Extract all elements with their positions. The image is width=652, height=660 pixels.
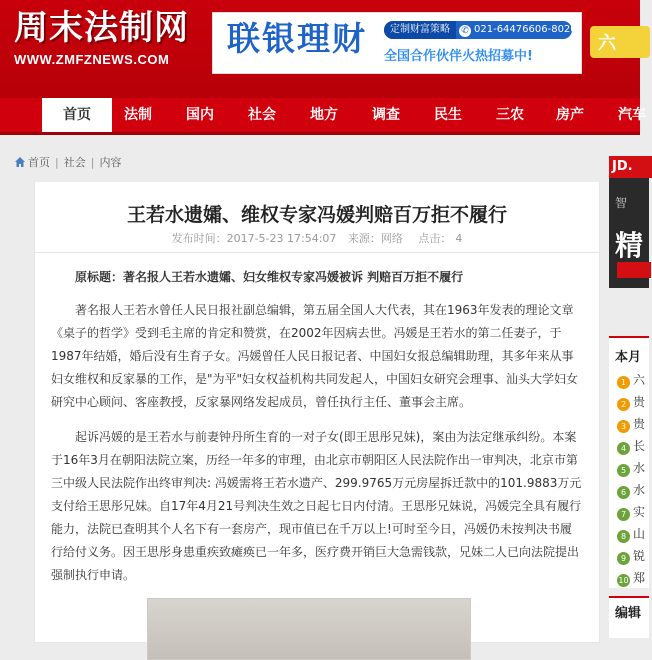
ranking-item[interactable] (609, 481, 649, 503)
banner-tag: 定制财富策略 (384, 21, 456, 39)
nav-law[interactable]: 法制 (124, 107, 152, 123)
breadcrumb-section[interactable]: 社会 (63, 156, 86, 169)
banner-phone: 021-64476606-8020 (474, 24, 577, 35)
ranking-item[interactable] (609, 393, 649, 415)
rank-text: 实 (633, 505, 646, 519)
ad-banner-secondary[interactable] (590, 26, 650, 58)
home-icon (14, 156, 26, 168)
rank-number: 10 (618, 576, 629, 585)
ranking-item[interactable] (609, 525, 649, 547)
ranking-item[interactable] (609, 437, 649, 459)
article-paragraph: 起诉冯媛的是王若水与前妻钟丹所生育的一对子女(即王思彤兄妹)，案由为法定继承纠纷。本案于16年3月在朝阳法院立案，历经一年多的审理，由北京市朝阳区人民法院作出一审判决，北京市第三中级人民法院作出终审判决: 冯媛需将王若水遗产、299.9765万元房屋拆迁款中的101.9883万元支付给王思彤兄妹。自17年4月21号判决生效之日起七日内付清。王思彤兄妹说，冯媛完全具有履行能力，法院已查明其个人名下有一套房产，现市值已在千万以上!可时至今日，冯媛仍未按判决书履行给付义务。因王思彤身患重疾致瘫痪已一年多，医疗费开销巨大急需钱款，兄妹二人已向法院提出强制执行申请。 (51, 430, 582, 582)
ranking-item[interactable] (609, 547, 649, 569)
ad-brand: JD. (609, 156, 652, 178)
article-lead: 原标题：著名报人王若水遗孀、妇女维权专家冯媛被诉 判赔百万拒不履行 (75, 270, 464, 284)
article-source: 来源：网络 (347, 232, 403, 245)
hits-count (414, 232, 462, 245)
ranking-title: 本月 (615, 350, 642, 365)
ranking-item[interactable] (609, 569, 649, 591)
main-nav (0, 98, 646, 135)
breadcrumb (14, 155, 121, 171)
ad-big-text: 精 (615, 229, 644, 262)
nav-society[interactable]: 社会 (248, 107, 276, 123)
rank-text: 锐 (633, 549, 646, 563)
rank-number: 9 (617, 552, 630, 565)
sidebar-ranking (609, 336, 649, 588)
rank-text: 水 (633, 483, 646, 497)
rank-number: 1 (617, 376, 630, 389)
nav-agriculture[interactable]: 三农 (496, 107, 524, 123)
ad-small-text: 智 (615, 196, 628, 210)
logo-url: WWW.ZMFZNEWS.COM (14, 52, 170, 67)
publish-time: 发布时间：2017-5-23 17:54:07 (171, 232, 337, 245)
banner-pill (384, 21, 577, 39)
article-meta (35, 230, 599, 246)
nav-investigation[interactable]: 调查 (372, 107, 400, 123)
article-paragraph: 著名报人王若水曾任人民日报社副总编辑，第五届全国人大代表，其在1963年发表的理论文章《桌子的哲学》受到毛主席的肯定和赞赏，在2002年因病去世。冯媛是王若水的第二任妻子，于1987年结婚，婚后没有生育子女。冯媛曾任人民日报记者、中国妇女报总编辑助理，其多年来从事妇女维权和反家暴的工作，是"为平"妇女权益机构共同发起人，中国妇女研究会理事、汕头大学妇女研究中心顾问、客座教授，反家暴网络发起成员，曾任执行主任、董事会主席。 (51, 303, 579, 409)
ranking-item[interactable] (609, 371, 649, 393)
rank-number: 7 (617, 508, 630, 521)
nav-local[interactable]: 地方 (310, 107, 338, 123)
article-body (51, 266, 583, 599)
rank-text: 长 (633, 439, 646, 453)
hits-value: 4 (455, 232, 463, 245)
nav-home[interactable]: 首页 (42, 98, 112, 132)
nav-domestic[interactable]: 国内 (186, 107, 214, 123)
nav-livelihood[interactable]: 民生 (434, 107, 462, 123)
breadcrumb-sep: | (55, 156, 59, 169)
nav-property[interactable]: 房产 (556, 107, 584, 123)
banner-title: 联银理财 (227, 19, 367, 58)
sidebar-ad[interactable] (609, 156, 649, 288)
rank-number: 6 (617, 486, 630, 499)
ranking-item[interactable] (609, 415, 649, 437)
banner-subtitle: 全国合作伙伴火热招募中! (384, 49, 533, 64)
ranking-item[interactable] (609, 503, 649, 525)
hits-label: 点击： (418, 232, 452, 245)
article-container (34, 182, 600, 643)
banner2-text: 六 (598, 33, 616, 54)
ranking-item[interactable] (609, 459, 649, 481)
article-title: 王若水遗孀、维权专家冯媛判赔百万拒不履行 (126, 204, 507, 226)
rank-text: 贵 (633, 395, 646, 409)
rank-text: 六 (633, 373, 646, 387)
rank-number: 3 (617, 420, 630, 433)
rank-text: 水 (633, 461, 646, 475)
ad-tag (617, 262, 651, 278)
rank-number: 8 (617, 530, 630, 543)
editor-title: 编辑 (615, 606, 642, 621)
breadcrumb-sep: | (90, 156, 95, 169)
nav-auto[interactable]: 汽车 (618, 107, 646, 123)
rank-number: 2 (617, 398, 630, 411)
site-header (0, 0, 640, 98)
rank-number: 4 (617, 442, 630, 455)
breadcrumb-home[interactable]: 首页 (28, 156, 50, 169)
divider (35, 252, 599, 253)
rank-text: 贵 (633, 417, 646, 431)
breadcrumb-current: 内容 (99, 156, 122, 169)
site-logo[interactable] (14, 8, 202, 88)
sidebar-editor (609, 596, 649, 638)
rank-text: 郑 (633, 571, 646, 585)
phone-icon: ✆ (459, 25, 471, 37)
ad-banner[interactable] (212, 12, 582, 74)
logo-title: 周末法制网 (14, 8, 189, 48)
rank-text: 山 (633, 527, 646, 541)
article-photo (147, 598, 471, 660)
rank-number: 5 (617, 464, 630, 477)
